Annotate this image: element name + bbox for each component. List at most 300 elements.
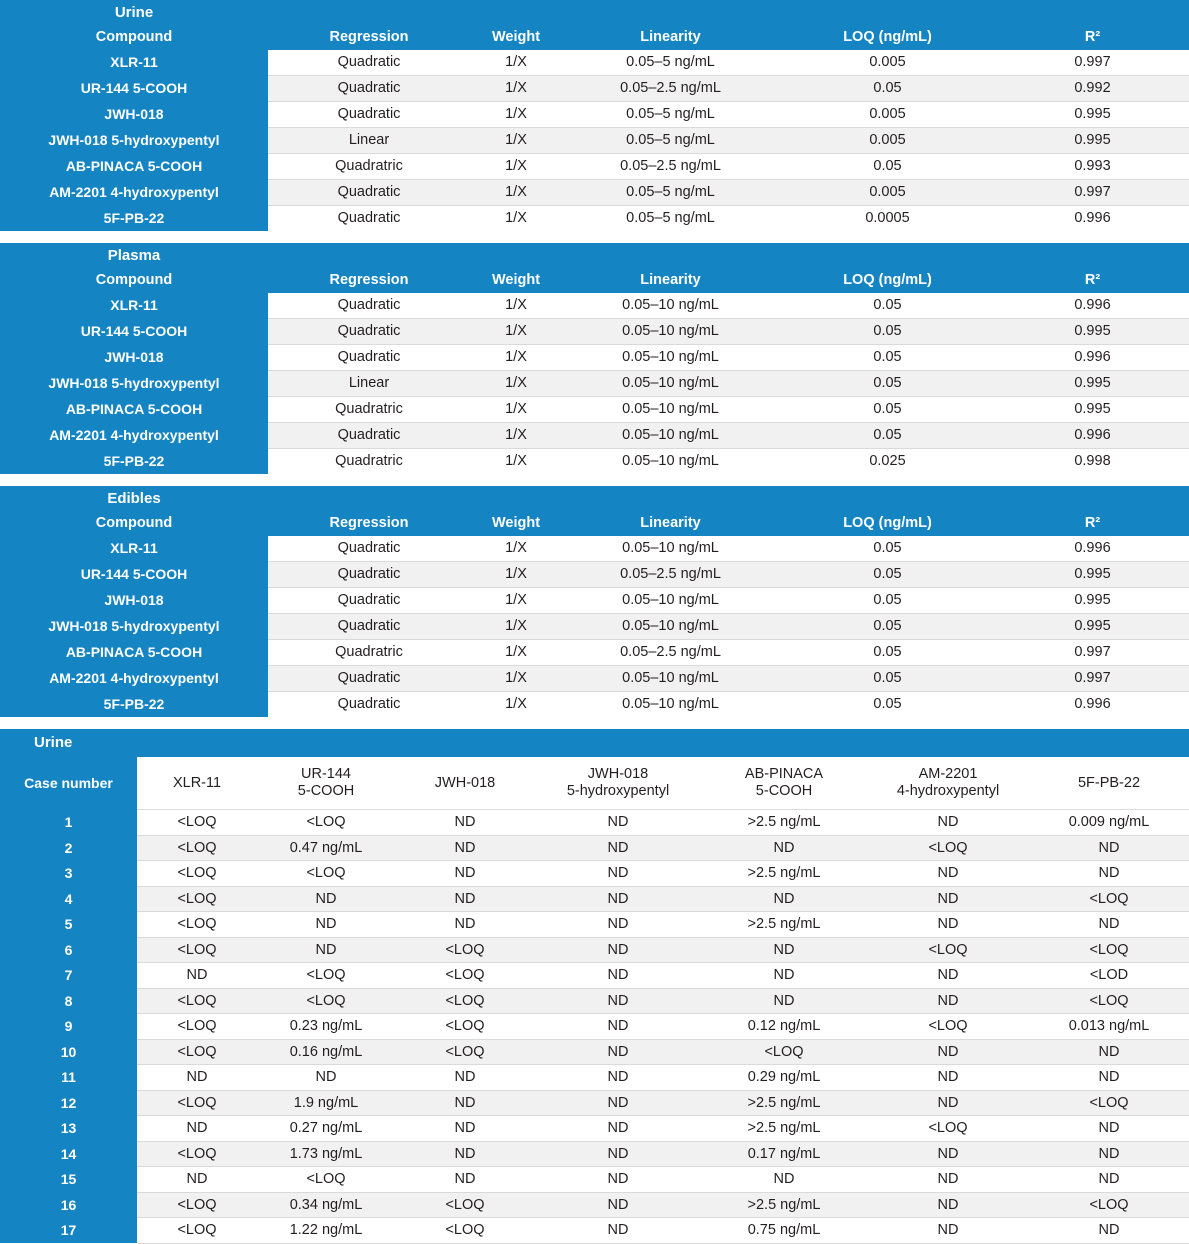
result-cell: <LOQ (1029, 937, 1189, 963)
case-number: 15 (0, 1167, 137, 1193)
table-cell: 1/X (470, 692, 562, 718)
case-number: 14 (0, 1141, 137, 1167)
table-cell: 0.996 (996, 293, 1189, 319)
result-cell: <LOQ (257, 810, 395, 836)
case-number: 10 (0, 1039, 137, 1065)
table-cell: 0.05–10 ng/mL (562, 614, 779, 640)
table-row (0, 640, 1189, 666)
table-cell: 0.05 (779, 397, 996, 423)
table-cell: Quadratric (268, 397, 470, 423)
result-cell: <LOQ (867, 1116, 1029, 1142)
table-cell: 0.996 (996, 345, 1189, 371)
result-cell: ND (535, 1065, 701, 1091)
result-cell: ND (137, 1065, 257, 1091)
table-cell: 1/X (470, 76, 562, 102)
result-cell: 1.22 ng/mL (257, 1218, 395, 1244)
table-cell: 0.05–10 ng/mL (562, 692, 779, 718)
table-cell: 1/X (470, 588, 562, 614)
compound-name: AB-PINACA 5-COOH (0, 397, 268, 423)
table-cell: Quadratic (268, 666, 470, 692)
table-cell: 0.005 (779, 102, 996, 128)
case-table-header-row (0, 757, 1189, 810)
table-cell: 0.05–2.5 ng/mL (562, 562, 779, 588)
table-cell: 1/X (470, 640, 562, 666)
case-number: 1 (0, 810, 137, 836)
case-table-row (0, 1141, 1189, 1167)
table-cell: 0.993 (996, 154, 1189, 180)
case-table-row (0, 1090, 1189, 1116)
result-cell: <LOQ (867, 937, 1029, 963)
result-cell: 0.17 ng/mL (701, 1141, 867, 1167)
result-cell: ND (1029, 912, 1189, 938)
result-cell: <LOQ (1029, 886, 1189, 912)
case-table-title-filler (137, 729, 1189, 757)
validation-table-plasma-body (0, 243, 1189, 474)
table-cell: 0.05–10 ng/mL (562, 319, 779, 345)
case-table-row (0, 963, 1189, 989)
table-cell: Quadratic (268, 536, 470, 562)
table-row (0, 293, 1189, 319)
result-cell: ND (701, 988, 867, 1014)
table-cell: 0.05 (779, 536, 996, 562)
table-cell: 0.995 (996, 371, 1189, 397)
case-number: 13 (0, 1116, 137, 1142)
table-row (0, 345, 1189, 371)
case-table-row (0, 988, 1189, 1014)
compound-name: JWH-018 5-hydroxypentyl (0, 614, 268, 640)
table-title-filler (268, 486, 1189, 511)
case-table-row (0, 861, 1189, 887)
table-cell: 1/X (470, 536, 562, 562)
table-cell: 0.05 (779, 371, 996, 397)
compound-name: JWH-018 (0, 345, 268, 371)
column-header: R² (996, 268, 1189, 293)
result-cell: ND (867, 1141, 1029, 1167)
table-cell: 0.997 (996, 666, 1189, 692)
column-header: LOQ (ng/mL) (779, 268, 996, 293)
result-cell: 0.009 ng/mL (1029, 810, 1189, 836)
result-cell: 0.75 ng/mL (701, 1218, 867, 1244)
table-cell: Linear (268, 128, 470, 154)
compound-column-header: AB-PINACA 5-COOH (701, 757, 867, 810)
compound-name: UR-144 5-COOH (0, 76, 268, 102)
compound-name: AM-2201 4-hydroxypentyl (0, 180, 268, 206)
compound-name: XLR-11 (0, 536, 268, 562)
table-cell: 0.05–2.5 ng/mL (562, 76, 779, 102)
table-cell: 0.05 (779, 692, 996, 718)
compound-column-header: JWH-018 (395, 757, 535, 810)
case-table-title-row (0, 729, 1189, 757)
case-number: 3 (0, 861, 137, 887)
result-cell: ND (1029, 861, 1189, 887)
compound-column-header: 5F-PB-22 (1029, 757, 1189, 810)
result-cell: ND (1029, 1218, 1189, 1244)
result-cell: ND (395, 861, 535, 887)
result-cell: ND (535, 1116, 701, 1142)
result-cell: <LOQ (137, 1141, 257, 1167)
result-cell: ND (867, 988, 1029, 1014)
result-cell: ND (535, 1167, 701, 1193)
table-row (0, 692, 1189, 718)
table-row (0, 562, 1189, 588)
case-table-row (0, 810, 1189, 836)
table-cell: 0.05–2.5 ng/mL (562, 640, 779, 666)
table-cell: Quadratic (268, 50, 470, 76)
result-cell: ND (395, 1090, 535, 1116)
column-header: Linearity (562, 511, 779, 536)
result-cell: ND (867, 1065, 1029, 1091)
result-cell: <LOQ (395, 937, 535, 963)
table-cell: 0.05 (779, 588, 996, 614)
table-cell: 0.997 (996, 50, 1189, 76)
result-cell: >2.5 ng/mL (701, 861, 867, 887)
case-table-row (0, 886, 1189, 912)
column-header: LOQ (ng/mL) (779, 511, 996, 536)
table-cell: 1/X (470, 180, 562, 206)
result-cell: ND (535, 912, 701, 938)
table-cell: 1/X (470, 423, 562, 449)
result-cell: <LOQ (137, 861, 257, 887)
result-cell: >2.5 ng/mL (701, 1116, 867, 1142)
result-cell: <LOQ (137, 912, 257, 938)
result-cell: <LOQ (137, 886, 257, 912)
result-cell: <LOQ (137, 1090, 257, 1116)
compound-column-header: JWH-018 5-hydroxypentyl (535, 757, 701, 810)
result-cell: ND (1029, 1039, 1189, 1065)
column-header: Weight (470, 268, 562, 293)
result-cell: ND (867, 1167, 1029, 1193)
result-cell: ND (137, 1167, 257, 1193)
result-cell: ND (535, 1192, 701, 1218)
result-cell: ND (395, 1167, 535, 1193)
table-cell: 0.05–5 ng/mL (562, 180, 779, 206)
table-header-row (0, 511, 1189, 536)
result-cell: <LOQ (395, 1192, 535, 1218)
table-cell: 0.998 (996, 449, 1189, 475)
table-row (0, 397, 1189, 423)
result-cell: ND (535, 988, 701, 1014)
table-cell: 0.05–10 ng/mL (562, 397, 779, 423)
table-cell: 0.05 (779, 76, 996, 102)
result-cell: ND (257, 886, 395, 912)
result-cell: >2.5 ng/mL (701, 1090, 867, 1116)
table-row (0, 536, 1189, 562)
table-cell: 0.05–10 ng/mL (562, 423, 779, 449)
table-row (0, 371, 1189, 397)
table-cell: 1/X (470, 371, 562, 397)
result-cell: ND (257, 937, 395, 963)
result-cell: <LOQ (395, 988, 535, 1014)
column-header: Weight (470, 25, 562, 50)
result-cell: 0.34 ng/mL (257, 1192, 395, 1218)
table-cell: 0.997 (996, 180, 1189, 206)
table-cell: 0.005 (779, 50, 996, 76)
table-cell: 0.995 (996, 614, 1189, 640)
case-results-table (0, 729, 1189, 1244)
table-cell: 0.996 (996, 536, 1189, 562)
table-header-row (0, 25, 1189, 50)
case-number: 17 (0, 1218, 137, 1244)
result-cell: <LOQ (395, 1218, 535, 1244)
table-cell: 0.05 (779, 562, 996, 588)
result-cell: ND (137, 1116, 257, 1142)
result-cell: <LOQ (137, 1192, 257, 1218)
result-cell: ND (1029, 835, 1189, 861)
case-table-row (0, 1116, 1189, 1142)
table-cell: 0.05 (779, 319, 996, 345)
table-cell: 0.996 (996, 206, 1189, 232)
compound-name: AM-2201 4-hydroxypentyl (0, 423, 268, 449)
table-cell: 0.05–10 ng/mL (562, 666, 779, 692)
result-cell: ND (395, 1065, 535, 1091)
case-number: 5 (0, 912, 137, 938)
table-cell: 0.05 (779, 293, 996, 319)
result-cell: ND (395, 886, 535, 912)
table-cell: 0.05 (779, 614, 996, 640)
result-cell: ND (395, 1116, 535, 1142)
table-cell: Quadratic (268, 293, 470, 319)
case-number: 6 (0, 937, 137, 963)
table-cell: 0.05–10 ng/mL (562, 371, 779, 397)
table-row (0, 588, 1189, 614)
result-cell: ND (867, 810, 1029, 836)
case-number: 9 (0, 1014, 137, 1040)
compound-column-header: UR-144 5-COOH (257, 757, 395, 810)
result-cell: 0.12 ng/mL (701, 1014, 867, 1040)
table-cell: Linear (268, 371, 470, 397)
table-cell: 0.996 (996, 692, 1189, 718)
column-header: Linearity (562, 25, 779, 50)
case-table-row (0, 937, 1189, 963)
table-cell: 0.05–5 ng/mL (562, 102, 779, 128)
table-cell: Quadratric (268, 640, 470, 666)
result-cell: ND (701, 1167, 867, 1193)
case-number: 2 (0, 835, 137, 861)
validation-table-edibles (0, 486, 1189, 717)
table-cell: 0.05–2.5 ng/mL (562, 154, 779, 180)
table-cell: Quadratic (268, 588, 470, 614)
result-cell: 0.23 ng/mL (257, 1014, 395, 1040)
table-row (0, 206, 1189, 232)
table-title: Urine (0, 0, 268, 25)
table-cell: Quadratic (268, 206, 470, 232)
result-cell: >2.5 ng/mL (701, 810, 867, 836)
result-cell: ND (1029, 1141, 1189, 1167)
result-cell: <LOQ (395, 1014, 535, 1040)
table-cell: 1/X (470, 50, 562, 76)
case-table-title: Urine (0, 729, 137, 757)
table-cell: 0.05–10 ng/mL (562, 293, 779, 319)
result-cell: <LOQ (137, 988, 257, 1014)
result-cell: ND (137, 963, 257, 989)
case-table-row (0, 835, 1189, 861)
table-cell: 0.05–10 ng/mL (562, 345, 779, 371)
column-header: Compound (0, 25, 268, 50)
table-title: Edibles (0, 486, 268, 511)
table-cell: 1/X (470, 128, 562, 154)
compound-name: AB-PINACA 5-COOH (0, 640, 268, 666)
result-cell: <LOQ (867, 1014, 1029, 1040)
result-cell: ND (867, 886, 1029, 912)
result-cell: ND (257, 912, 395, 938)
table-row (0, 102, 1189, 128)
table-cell: 0.05 (779, 640, 996, 666)
result-cell: ND (535, 1039, 701, 1065)
result-cell: ND (535, 1090, 701, 1116)
column-header: Regression (268, 268, 470, 293)
table-cell: 1/X (470, 102, 562, 128)
column-header: R² (996, 25, 1189, 50)
table-cell: Quadratic (268, 102, 470, 128)
compound-name: JWH-018 5-hydroxypentyl (0, 371, 268, 397)
table-cell: Quadratic (268, 614, 470, 640)
table-cell: Quadratic (268, 319, 470, 345)
table-cell: 0.025 (779, 449, 996, 475)
case-results-table-body (0, 729, 1189, 1243)
table-cell: 1/X (470, 345, 562, 371)
table-title-filler (268, 243, 1189, 268)
result-cell: 0.47 ng/mL (257, 835, 395, 861)
result-cell: ND (867, 1218, 1029, 1244)
compound-name: JWH-018 5-hydroxypentyl (0, 128, 268, 154)
case-number-header: Case number (0, 757, 137, 810)
table-title: Plasma (0, 243, 268, 268)
table-cell: 0.997 (996, 640, 1189, 666)
compound-name: XLR-11 (0, 50, 268, 76)
compound-name: 5F-PB-22 (0, 206, 268, 232)
result-cell: <LOQ (1029, 988, 1189, 1014)
table-header-row (0, 268, 1189, 293)
validation-table-urine (0, 0, 1189, 231)
table-cell: Quadratric (268, 449, 470, 475)
table-cell: 0.05–5 ng/mL (562, 128, 779, 154)
result-cell: 0.013 ng/mL (1029, 1014, 1189, 1040)
table-cell: 1/X (470, 293, 562, 319)
result-cell: ND (535, 861, 701, 887)
table-row (0, 319, 1189, 345)
result-cell: <LOQ (1029, 1090, 1189, 1116)
table-cell: 0.05–10 ng/mL (562, 449, 779, 475)
result-cell: ND (395, 912, 535, 938)
result-cell: <LOQ (257, 861, 395, 887)
result-cell: ND (257, 1065, 395, 1091)
result-cell: <LOQ (257, 988, 395, 1014)
table-title-filler (268, 0, 1189, 25)
case-table-row (0, 1167, 1189, 1193)
compound-name: 5F-PB-22 (0, 692, 268, 718)
result-cell: <LOQ (137, 1039, 257, 1065)
result-cell: ND (867, 1090, 1029, 1116)
result-cell: ND (701, 963, 867, 989)
result-cell: <LOQ (137, 810, 257, 836)
result-cell: <LOD (1029, 963, 1189, 989)
table-cell: 0.992 (996, 76, 1189, 102)
table-row (0, 76, 1189, 102)
result-cell: 0.16 ng/mL (257, 1039, 395, 1065)
compound-name: UR-144 5-COOH (0, 562, 268, 588)
table-cell: 0.995 (996, 562, 1189, 588)
column-header: Regression (268, 25, 470, 50)
result-cell: <LOQ (867, 835, 1029, 861)
table-title-row (0, 243, 1189, 268)
table-title-row (0, 486, 1189, 511)
case-table-row (0, 1039, 1189, 1065)
result-cell: ND (535, 810, 701, 836)
table-cell: 0.996 (996, 423, 1189, 449)
result-cell: <LOQ (701, 1039, 867, 1065)
table-row (0, 666, 1189, 692)
compound-name: XLR-11 (0, 293, 268, 319)
table-cell: 0.005 (779, 128, 996, 154)
case-number: 4 (0, 886, 137, 912)
result-cell: ND (867, 1039, 1029, 1065)
result-cell: ND (535, 1218, 701, 1244)
table-cell: 0.05–10 ng/mL (562, 588, 779, 614)
result-cell: ND (867, 963, 1029, 989)
table-row (0, 449, 1189, 475)
table-cell: 0.05–10 ng/mL (562, 536, 779, 562)
column-header: Regression (268, 511, 470, 536)
result-cell: <LOQ (257, 1167, 395, 1193)
table-cell: 0.05 (779, 154, 996, 180)
column-header: Weight (470, 511, 562, 536)
table-row (0, 614, 1189, 640)
result-cell: >2.5 ng/mL (701, 1192, 867, 1218)
result-cell: ND (867, 861, 1029, 887)
table-cell: Quadratric (268, 154, 470, 180)
result-cell: ND (701, 937, 867, 963)
result-cell: ND (1029, 1116, 1189, 1142)
result-cell: <LOQ (137, 835, 257, 861)
result-cell: 0.29 ng/mL (701, 1065, 867, 1091)
column-header: LOQ (ng/mL) (779, 25, 996, 50)
column-header: Compound (0, 511, 268, 536)
table-gap (0, 474, 1189, 486)
result-cell: <LOQ (137, 937, 257, 963)
column-header: R² (996, 511, 1189, 536)
table-cell: 1/X (470, 614, 562, 640)
table-gap (0, 231, 1189, 243)
case-table-row (0, 1218, 1189, 1244)
case-number: 16 (0, 1192, 137, 1218)
table-cell: 0.0005 (779, 206, 996, 232)
result-cell: <LOQ (257, 963, 395, 989)
result-cell: <LOQ (137, 1218, 257, 1244)
result-cell: ND (535, 835, 701, 861)
table-cell: 0.995 (996, 319, 1189, 345)
table-cell: Quadratic (268, 692, 470, 718)
table-cell: 0.005 (779, 180, 996, 206)
compound-name: UR-144 5-COOH (0, 319, 268, 345)
compound-name: AM-2201 4-hydroxypentyl (0, 666, 268, 692)
result-cell: ND (535, 963, 701, 989)
compound-column-header: AM-2201 4-hydroxypentyl (867, 757, 1029, 810)
table-cell: Quadratic (268, 345, 470, 371)
compound-name: 5F-PB-22 (0, 449, 268, 475)
result-cell: 0.27 ng/mL (257, 1116, 395, 1142)
table-cell: 0.995 (996, 397, 1189, 423)
table-cell: 0.05–5 ng/mL (562, 50, 779, 76)
compound-name: AB-PINACA 5-COOH (0, 154, 268, 180)
table-cell: 0.995 (996, 588, 1189, 614)
result-cell: ND (867, 1192, 1029, 1218)
case-table-row (0, 1192, 1189, 1218)
result-cell: ND (867, 912, 1029, 938)
table-cell: 0.05 (779, 666, 996, 692)
validation-table-plasma (0, 243, 1189, 474)
result-cell: ND (395, 1141, 535, 1167)
result-cell: <LOQ (395, 1039, 535, 1065)
